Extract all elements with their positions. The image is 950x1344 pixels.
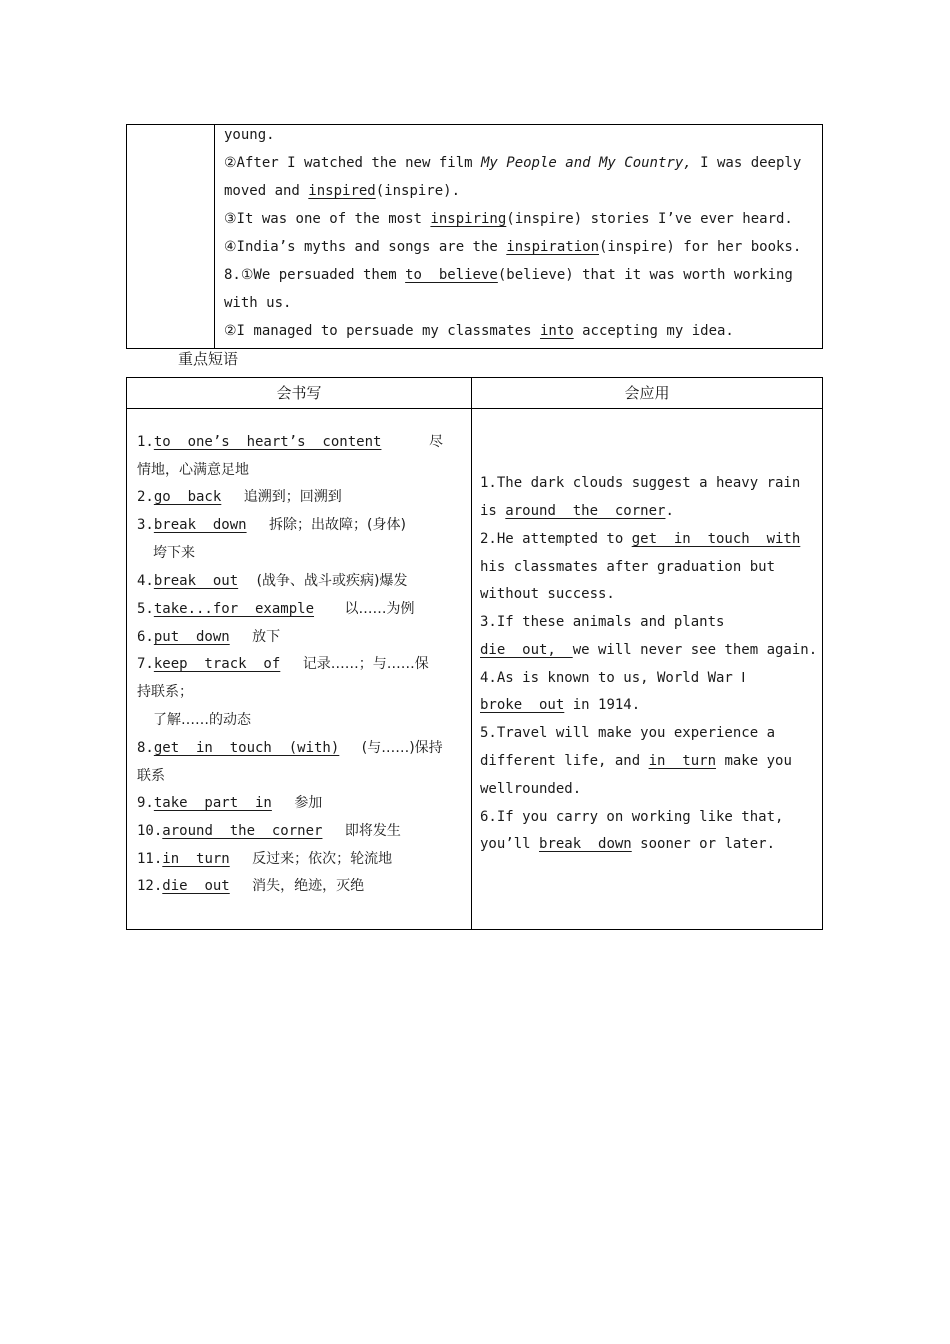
phrase-meaning: 了解……的动态: [153, 712, 251, 728]
phrase-item: 12.die out 消失，绝迹，灭绝: [137, 878, 365, 894]
answer-line: 8.①We persuaded them to believe(believe) that it was worth working: [224, 267, 793, 283]
answer-blank: inspired: [308, 183, 376, 199]
apply-line: different life, and in turn make you: [480, 753, 792, 769]
answer-line: ②After I watched the new film My People and My Country, I was deeply: [224, 155, 802, 171]
column-divider: [471, 378, 472, 929]
phrase-meaning: 垮下来: [153, 545, 195, 561]
answer-blank: die out,: [480, 642, 573, 658]
phrase-meaning: 尽: [429, 434, 443, 450]
apply-line: 2.He attempted to get in touch with: [480, 531, 801, 547]
apply-line: 1.The dark clouds suggest a heavy rain: [480, 475, 801, 491]
answer-blank: break down: [539, 836, 632, 852]
answer-line: young.: [224, 127, 275, 143]
answer-line: moved and inspired(inspire).: [224, 183, 461, 199]
phrase-item: 1.to one’s heart’s content: [137, 434, 382, 450]
apply-line: broke out in 1914.: [480, 697, 641, 713]
answer-blank: in turn: [648, 753, 717, 769]
apply-line: 4.As is known to us, World War Ⅰ: [480, 670, 746, 686]
header-divider: [127, 408, 822, 409]
apply-line: without success.: [480, 586, 615, 602]
vocabulary-table: [126, 124, 823, 349]
apply-line: you’ll break down sooner or later.: [480, 836, 776, 852]
phrase-item: 11.in turn 反过来；依次；轮流地: [137, 851, 393, 867]
phrase-item: 5.take...for example 以……为例: [137, 601, 415, 617]
phrase-item: 7.keep track of 记录……；与……保: [137, 656, 429, 672]
apply-line: his classmates after graduation but: [480, 559, 776, 575]
answer-blank: into: [539, 323, 574, 339]
answer-blank: inspiration: [506, 239, 599, 255]
answer-blank: inspiring: [430, 211, 507, 227]
column-divider: [214, 125, 215, 348]
apply-line: is around the corner.: [480, 503, 674, 519]
phrase-item: 10.around the corner 即将发生: [137, 823, 401, 839]
phrase-item: 9.take part in 参加: [137, 795, 323, 811]
apply-line: 5.Travel will make you experience a: [480, 725, 776, 741]
answer-line: ③It was one of the most inspiring(inspire) stories I’ve ever heard.: [224, 211, 793, 227]
answer-blank: get in touch with: [631, 531, 801, 547]
section-heading: 重点短语: [178, 350, 239, 368]
phrase-item: 6.put down 放下: [137, 629, 281, 645]
answer-blank: to believe: [405, 267, 498, 283]
phrase-meaning: 联系: [137, 768, 165, 784]
phrase-item: 2.go back 追溯到；回溯到: [137, 489, 342, 505]
answer-blank: around the corner: [505, 503, 666, 519]
answer-line: ②I managed to persuade my classmates into accepting my idea.: [224, 323, 734, 339]
phrase-meaning: 情地，心满意足地: [137, 462, 249, 478]
film-title: My People and My Country,: [480, 155, 692, 171]
answer-line: ④India’s myths and songs are the inspiration(inspire) for her books.: [224, 239, 802, 255]
apply-line: 3.If these animals and plants: [480, 614, 725, 630]
phrase-item: 3.break down 拆除；出故障；(身体): [137, 517, 406, 533]
apply-line: 6.If you carry on working like that,: [480, 809, 784, 825]
answer-line: with us.: [224, 295, 292, 311]
header-apply: 会应用: [624, 384, 670, 402]
phrase-item: 4.break out (战争、战斗或疾病)爆发: [137, 573, 408, 589]
apply-line: die out, we will never see them again.: [480, 642, 818, 658]
answer-blank: broke out: [480, 697, 565, 713]
phrase-item: 8.get in touch (with) (与……)保持: [137, 740, 443, 756]
apply-line: wellrounded.: [480, 781, 582, 797]
phrases-table: [126, 377, 823, 930]
phrase-meaning: 持联系；: [137, 684, 193, 700]
header-write: 会书写: [276, 384, 322, 402]
